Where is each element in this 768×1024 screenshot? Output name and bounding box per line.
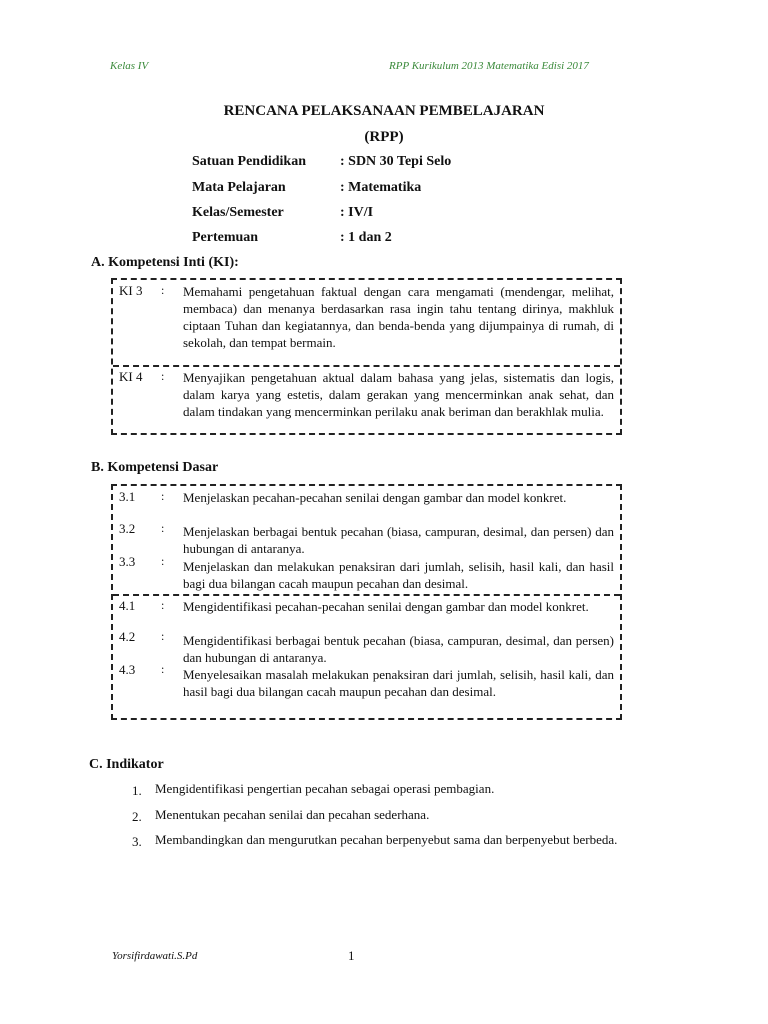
kd-group-skills — [113, 596, 620, 718]
indicator-number: 1. — [132, 783, 142, 798]
info-value: : Matematika — [340, 180, 422, 195]
info-row-class — [192, 205, 373, 221]
kd-description: Menjelaskan pecahan-pecahan senilai dengan gambar dan model konkret. — [183, 490, 567, 505]
colon: : — [161, 554, 165, 568]
info-row-meeting — [192, 230, 392, 246]
info-value: : IV/I — [340, 205, 374, 220]
colon: : — [161, 629, 165, 643]
colon: : — [161, 662, 165, 676]
indicator-text: Mengidentifikasi pengertian pecahan sebagai operasi pembagian. — [155, 781, 495, 796]
info-label: Kelas/Semester — [192, 205, 284, 220]
document-title: RENCANA PELAKSANAAN PEMBELAJARAN — [223, 103, 545, 119]
info-label: Pertemuan — [192, 230, 259, 245]
ki-code: KI 4 — [119, 369, 143, 384]
kd-description: Menjelaskan dan melakukan penaksiran dari jumlah, selisih, hasil kali, dan hasil bagi dua bilangan cacah maupun pecahan dan desimal. — [183, 559, 614, 591]
document-subtitle: (RPP) — [364, 129, 404, 145]
table-row — [113, 367, 620, 433]
indicator-text: Membandingkan dan mengurutkan pecahan berpenyebut sama dan berpenyebut berbeda. — [155, 832, 618, 847]
colon: : — [161, 369, 165, 383]
header-document-label: RPP Kurikulum 2013 Matematika Edisi 2017 — [389, 60, 589, 72]
info-row-school — [192, 154, 451, 170]
table-row — [113, 280, 620, 367]
ki-description: Memahami pengetahuan faktual dengan cara mengamati (mendengar, melihat, membaca) dan menanya berdasarkan rasa ingin tahu tentang dirinya, makhluk ciptaan Tuhan dan kegiatannya, dan benda-benda yang dijumpainya di rumah, di sekolah, dan tempat bermain. — [183, 284, 614, 350]
colon: : — [161, 521, 165, 535]
kd-code: 3.2 — [119, 521, 136, 536]
kd-group-knowledge — [113, 486, 620, 596]
kd-code: 4.3 — [119, 662, 136, 677]
kd-code: 3.1 — [119, 489, 136, 504]
section-b-heading: B. Kompetensi Dasar — [91, 460, 219, 475]
info-label: Mata Pelajaran — [192, 180, 286, 195]
kd-description: Mengidentifikasi pecahan-pecahan senilai dengan gambar dan model konkret. — [183, 599, 589, 614]
section-a-heading: A. Kompetensi Inti (KI): — [91, 255, 239, 270]
kd-description: Menjelaskan berbagai bentuk pecahan (biasa, campuran, desimal, dan persen) dan hubungan di antaranya. — [183, 524, 614, 556]
page-number: 1 — [348, 948, 355, 963]
colon: : — [161, 283, 165, 297]
info-label: Satuan Pendidikan — [192, 154, 306, 169]
kompetensi-inti-table — [111, 278, 622, 435]
info-row-subject — [192, 180, 421, 196]
indicator-number: 2. — [132, 809, 142, 824]
kd-description: Menyelesaikan masalah melakukan penaksiran dari jumlah, selisih, hasil kali, dan hasil bagi dua bilangan cacah maupun pecahan dan desimal. — [183, 667, 614, 699]
info-value: : 1 dan 2 — [340, 230, 392, 245]
kd-code: 4.1 — [119, 598, 136, 613]
ki-code: KI 3 — [119, 283, 143, 298]
ki-description: Menyajikan pengetahuan aktual dalam bahasa yang jelas, sistematis dan logis, dalam karya yang estetis, dalam gerakan yang mencerminkan anak sehat, dan dalam tindakan yang mencerminkan perilaku anak beriman dan berakhlak mulia. — [183, 370, 614, 419]
info-value: : SDN 30 Tepi Selo — [340, 154, 452, 169]
colon: : — [161, 489, 165, 503]
indicator-number: 3. — [132, 834, 142, 849]
footer-author: Yorsifirdawati.S.Pd — [112, 950, 198, 962]
kd-description: Mengidentifikasi berbagai bentuk pecahan (biasa, campuran, desimal, dan persen) dan hubungan di antaranya. — [183, 633, 614, 665]
indicator-text: Menentukan pecahan senilai dan pecahan sederhana. — [155, 807, 430, 822]
section-c-heading: C. Indikator — [89, 757, 164, 772]
colon: : — [161, 598, 165, 612]
header-class-label: Kelas IV — [110, 60, 149, 72]
kd-code: 3.3 — [119, 554, 136, 569]
kd-code: 4.2 — [119, 629, 136, 644]
kompetensi-dasar-table — [111, 484, 622, 720]
